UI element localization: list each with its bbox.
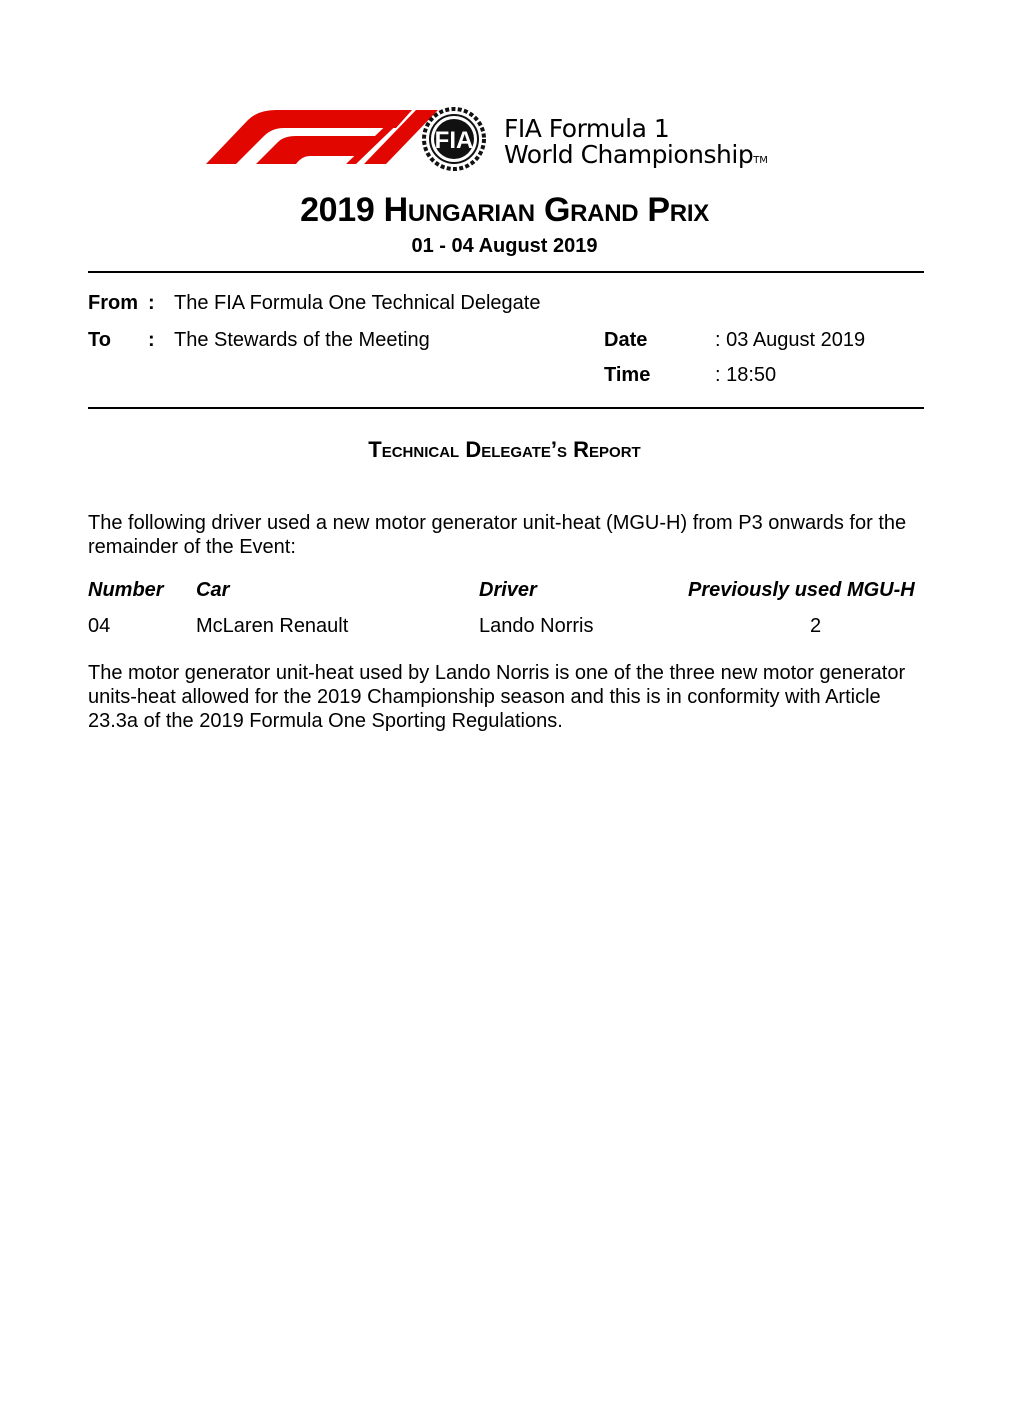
- to-colon: :: [148, 329, 155, 351]
- divider-top: [88, 271, 924, 273]
- time-label: Time: [604, 364, 651, 386]
- to-value: The Stewards of the Meeting: [174, 329, 430, 351]
- from-colon: :: [148, 292, 155, 314]
- time-value: : 18:50: [715, 364, 777, 386]
- table-cell-previously-used: 2: [810, 615, 822, 637]
- date-value: : 03 August 2019: [715, 329, 866, 351]
- table-cell-number: 04: [88, 615, 111, 637]
- table-header-car: Car: [196, 579, 230, 601]
- logo-trademark: TM: [753, 155, 768, 166]
- divider-bottom: [88, 407, 924, 409]
- table-cell-car: McLaren Renault: [196, 615, 349, 637]
- table-header-number: Number: [88, 579, 164, 601]
- logo-text-line1: FIA Formula 1: [504, 114, 670, 143]
- f1-fia-logo: [206, 106, 816, 172]
- event-title: 2019 Hungarian Grand Prix: [300, 191, 709, 229]
- table-header-driver: Driver: [479, 579, 537, 601]
- fia-badge: [424, 109, 484, 169]
- logo-text-line2-main: World Championship: [504, 140, 754, 169]
- report-conclusion: The motor generator unit-heat used by Lando Norris is one of the three new motor generator units-heat allowed for the 2019 Championship season and this is in conformity with Article 23.3a of the 2019 Formula One Sporting Regulations.: [88, 662, 906, 732]
- report-intro: The following driver used a new motor generator unit-heat (MGU-H) from P3 onwards for the remainder of the Event:: [88, 512, 907, 558]
- logo-text-line2: [504, 142, 768, 167]
- table-header-previously-used: Previously used MGU-H: [688, 579, 915, 601]
- from-value: The FIA Formula One Technical Delegate: [174, 292, 541, 314]
- from-label: From: [88, 292, 138, 314]
- fia-badge-text: FIA: [434, 127, 474, 154]
- event-dates: 01 - 04 August 2019: [411, 235, 598, 257]
- to-label: To: [88, 329, 111, 351]
- report-title: Technical Delegate’s Report: [368, 437, 641, 462]
- f1-logo-graphic: [206, 106, 506, 172]
- date-label: Date: [604, 329, 648, 351]
- table-cell-driver: Lando Norris: [479, 615, 594, 637]
